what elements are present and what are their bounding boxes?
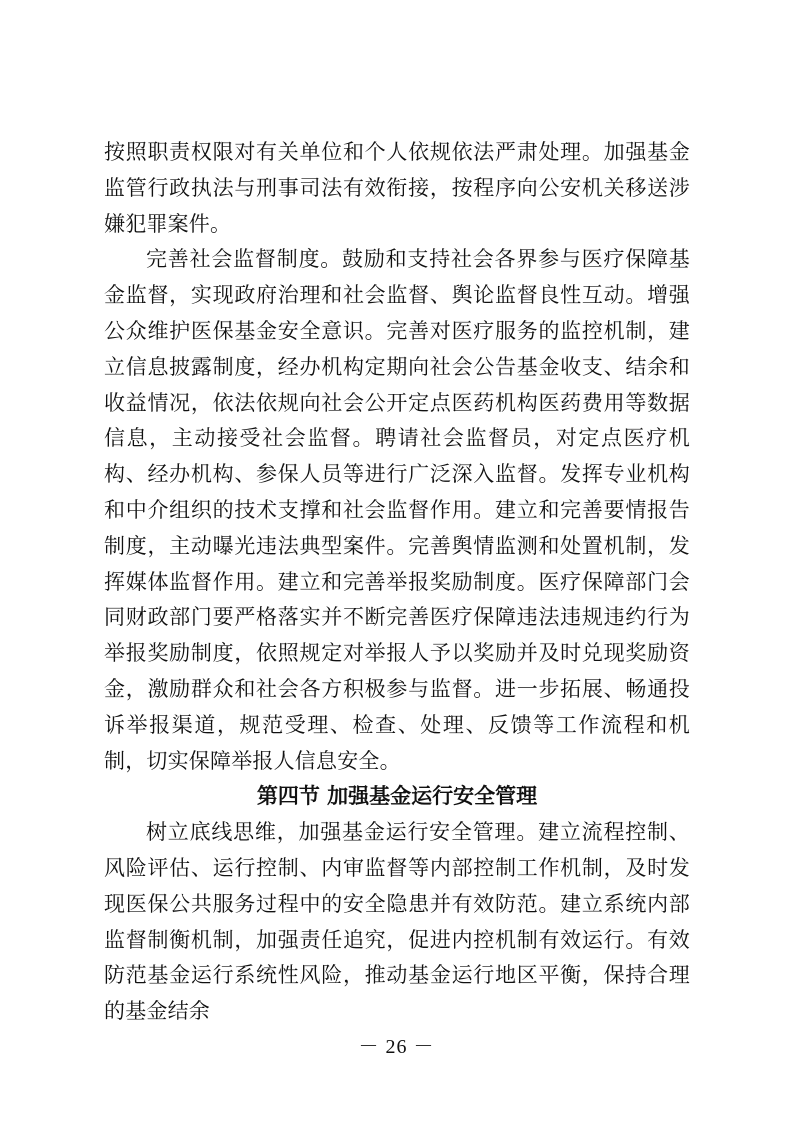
- paragraph-social-supervision: 完善社会监督制度。鼓励和支持社会各界参与医疗保障基金监督，实现政府治理和社会监督、舆论监督良性互动。增强公众维护医保基金安全意识。完善对医疗服务的监控机制，建立信息披露制度，经办机构定期向社会公告基金收支、结余和收益情况，依法依规向社会公开定点医药机构医药费用等数据信息，主动接受社会监督。聘请社会监督员，对定点医疗机构、经办机构、参保人员等进行广泛深入监督。发挥专业机构和中介组织的技术支撑和社会监督作用。建立和完善要情报告制度，主动曝光违法典型案件。完善舆情监测和处置机制，发挥媒体监督作用。建立和完善举报奖励制度。医疗保障部门会同财政部门要严格落实并不断完善医疗保障违法违规违约行为举报奖励制度，依照规定对举报人予以奖励并及时兑现奖励资金，激励群众和社会各方积极参与监督。进一步拓展、畅通投诉举报渠道，规范受理、检查、处理、反馈等工作流程和机制，切实保障举报人信息安全。: [104, 247, 690, 773]
- page-number: － 26 －: [358, 1036, 435, 1058]
- paragraph-fund-safety: 树立底线思维，加强基金运行安全管理。建立流程控制、风险评估、运行控制、内审监督等内部控制工作机制，及时发现医保公共服务过程中的安全隐患并有效防范。建立系统内部监督制衡机制，加强责任追究，促进内控机制有效运行。有效防范基金运行系统性风险，推动基金运行地区平衡，保持合理的基金结余: [104, 820, 690, 1024]
- paragraph-handling-cases: 按照职责权限对有关单位和个人依规依法严肃处理。加强基金监管行政执法与刑事司法有效衔接，按程序向公安机关移送涉嫌犯罪案件。: [104, 140, 690, 236]
- document-body: [104, 135, 690, 1030]
- section-heading: 第四节 加强基金运行安全管理: [256, 784, 538, 809]
